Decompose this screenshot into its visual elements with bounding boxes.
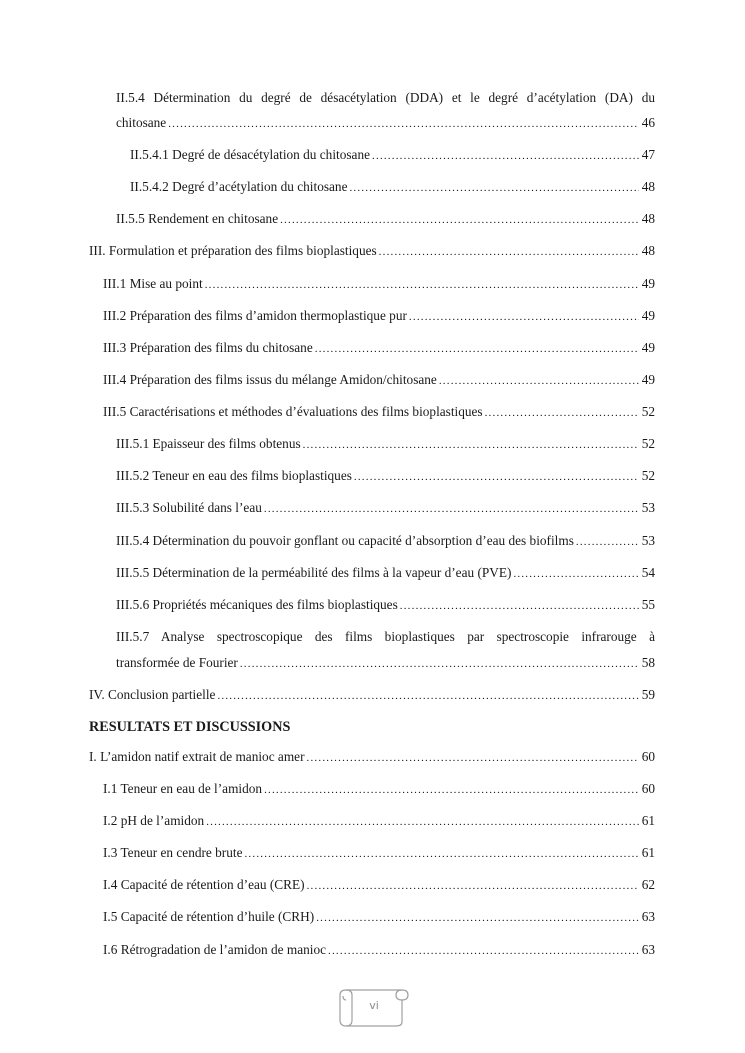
toc-leader-dots [168, 113, 638, 135]
toc-entry[interactable] [89, 746, 655, 768]
toc-leader-dots [354, 466, 639, 488]
toc-leader-dots [315, 338, 639, 360]
toc-leader-dots [400, 595, 639, 617]
toc-entry-page: 63 [641, 909, 655, 924]
toc-entry[interactable] [103, 401, 655, 423]
toc-leader-dots [379, 241, 639, 263]
toc-entry-page: 63 [641, 942, 655, 957]
toc-entry-title: III.5.2 Teneur en eau des films bioplastiques [116, 468, 352, 483]
toc-entry-continuation: II.5.4 Détermination du degré de désacétylation (DDA) et le degré d’acétylation (DA) du [116, 90, 655, 105]
toc-leader-dots [328, 940, 639, 962]
toc-entry-title: I.1 Teneur en eau de l’amidon [103, 781, 263, 796]
toc-entry[interactable] [116, 594, 655, 616]
toc-leader-dots [439, 370, 639, 392]
toc-entry-title: III.4 Préparation des films issus du mélange Amidon/chitosane [103, 372, 437, 387]
toc-entry-title: III. Formulation et préparation des films bioplastiques [89, 243, 377, 258]
toc-leader-dots [240, 653, 639, 675]
toc-entry[interactable] [116, 530, 655, 552]
toc-entry-page: 52 [641, 404, 655, 419]
toc-entry[interactable] [103, 842, 655, 864]
toc-entry[interactable] [116, 433, 655, 455]
toc-entry-title: IV. Conclusion partielle [89, 687, 216, 702]
toc-entry[interactable] [103, 337, 655, 359]
toc-entry-title: III.5.6 Propriétés mécaniques des films bioplastiques [116, 597, 398, 612]
toc-entry-page: 62 [641, 877, 655, 892]
toc-entry-title: II.5.5 Rendement en chitosane [116, 211, 279, 226]
toc-entry-title: III.2 Préparation des films d’amidon thermoplastique pur [103, 308, 407, 323]
toc-leader-dots [205, 274, 639, 296]
toc-leader-dots [307, 747, 639, 769]
toc-entry-title: III.1 Mise au point [103, 276, 203, 291]
toc-entry-page: 53 [641, 500, 655, 515]
toc-entry-page: 49 [641, 276, 655, 291]
toc-entry-page: 61 [641, 845, 655, 860]
toc-leader-dots [409, 306, 639, 328]
toc-entry-page: 58 [641, 655, 655, 670]
toc-entry[interactable] [130, 176, 655, 198]
toc-entry-continuation: III.5.7 Analyse spectroscopique des films bioplastiques par spectroscopie infrarouge à [116, 629, 655, 644]
toc-entry[interactable] [116, 562, 655, 584]
toc-entry-title: I.4 Capacité de rétention d’eau (CRE) [103, 877, 305, 892]
toc-entry-page: 49 [641, 308, 655, 323]
toc-leader-dots [372, 145, 639, 167]
toc-entry[interactable] [103, 939, 655, 961]
toc-entry-page: 61 [641, 813, 655, 828]
toc-entry-title: III.5.4 Détermination du pouvoir gonflant ou capacité d’absorption d’eau des biofilms [116, 533, 574, 548]
toc-entry-title: II.5.4.1 Degré de désacétylation du chitosane [130, 147, 370, 162]
toc-entry-title: I.2 pH de l’amidon [103, 813, 205, 828]
toc-entry-page: 59 [641, 687, 655, 702]
toc-entry[interactable] [130, 144, 655, 166]
page-number: vi [369, 999, 379, 1012]
toc-entry[interactable] [103, 273, 655, 295]
toc-entry[interactable] [116, 465, 655, 487]
toc-entry-title: chitosane [116, 115, 167, 130]
toc-entry-title: II.5.4.2 Degré d’acétylation du chitosane [130, 179, 348, 194]
toc-entry[interactable] [103, 906, 655, 928]
toc-entry[interactable] [89, 240, 655, 262]
toc-entry-title: I.6 Rétrogradation de l’amidon de manioc [103, 942, 327, 957]
toc-leader-dots [280, 209, 639, 231]
toc-leader-dots [264, 779, 639, 801]
toc-entry-page: 54 [641, 565, 655, 580]
toc-entry[interactable] [89, 684, 655, 706]
toc-leader-dots [576, 531, 639, 553]
toc-leader-dots [217, 685, 638, 707]
toc-entry-page: 49 [641, 372, 655, 387]
toc-leader-dots [303, 434, 639, 456]
toc-entry-title: I.3 Teneur en cendre brute [103, 845, 243, 860]
toc-entry-title: III.5.3 Solubilité dans l’eau [116, 500, 262, 515]
toc-entry-page: 55 [641, 597, 655, 612]
toc-leader-dots [349, 177, 638, 199]
toc-leader-dots [206, 811, 639, 833]
toc-entry-page: 53 [641, 533, 655, 548]
toc-entry-page: 52 [641, 468, 655, 483]
toc-entry[interactable] [116, 652, 655, 674]
toc-entry-title: transformée de Fourier [116, 655, 238, 670]
toc-entry-title: III.3 Préparation des films du chitosane [103, 340, 313, 355]
toc-entry-page: 49 [641, 340, 655, 355]
toc-entry-page: 60 [641, 781, 655, 796]
toc-entry[interactable] [103, 305, 655, 327]
toc-entry[interactable] [116, 208, 655, 230]
toc-leader-dots [485, 402, 639, 424]
toc-entry-title: III.5.5 Détermination de la perméabilité des films à la vapeur d’eau (PVE) [116, 565, 512, 580]
toc-leader-dots [264, 498, 639, 520]
page-number-scroll [336, 982, 412, 1032]
toc-entry-page: 60 [641, 749, 655, 764]
toc-entry[interactable] [103, 810, 655, 832]
toc-entry[interactable] [103, 778, 655, 800]
toc-entry-page: 52 [641, 436, 655, 451]
toc-entry-page: 46 [641, 115, 655, 130]
toc-leader-dots [307, 875, 639, 897]
toc-entry[interactable] [116, 112, 655, 134]
toc-entry-page: 47 [641, 147, 655, 162]
toc-leader-dots [316, 907, 638, 929]
section-heading: RESULTATS ET DISCUSSIONS [89, 719, 291, 735]
toc-entry-title: III.5.1 Epaisseur des films obtenus [116, 436, 301, 451]
toc-entry[interactable] [103, 874, 655, 896]
toc-leader-dots [244, 843, 638, 865]
toc-entry[interactable] [116, 497, 655, 519]
toc-entry[interactable] [103, 369, 655, 391]
toc-entry-title: III.5 Caractérisations et méthodes d’évaluations des films bioplastiques [103, 404, 483, 419]
toc-entry-title: I.5 Capacité de rétention d’huile (CRH) [103, 909, 315, 924]
toc-leader-dots [513, 563, 638, 585]
toc-entry-page: 48 [641, 243, 655, 258]
toc-entry-page: 48 [641, 179, 655, 194]
toc-entry-title: I. L’amidon natif extrait de manioc amer [89, 749, 305, 764]
toc-entry-page: 48 [641, 211, 655, 226]
